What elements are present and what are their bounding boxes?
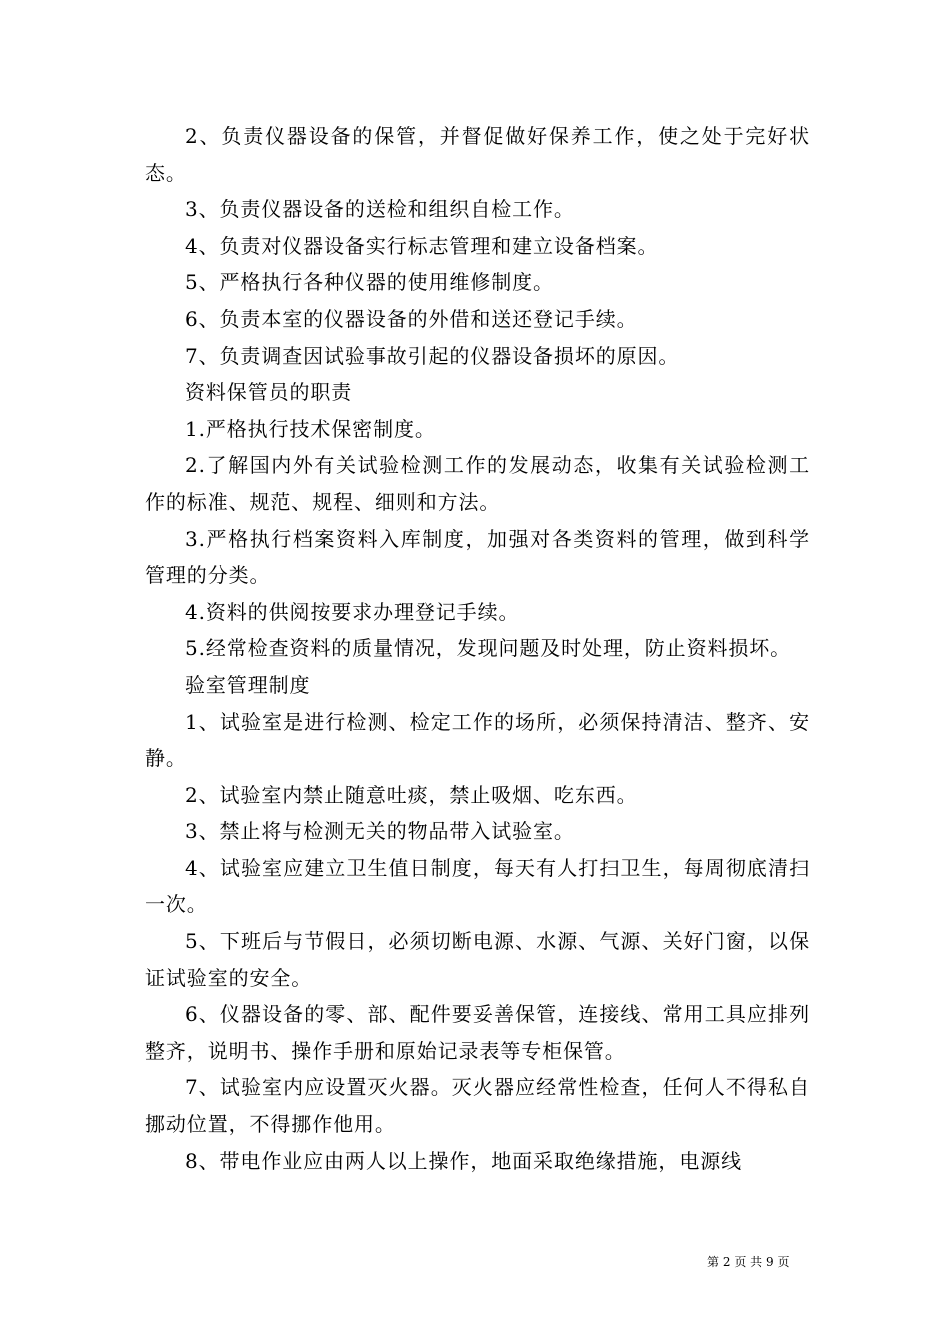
section-heading: 资料保管员的职责	[185, 380, 353, 405]
footer-suffix: 页	[777, 1255, 790, 1269]
total-page-count: 9	[765, 1255, 774, 1269]
footer-prefix: 第	[707, 1255, 720, 1269]
paragraph: 2、负责仪器设备的保管，并督促做好保养工作，使之处于完好状态。	[145, 124, 810, 185]
paragraph: 2、试验室内禁止随意吐痰，禁止吸烟、吃东西。	[185, 782, 638, 807]
paragraph: 5.经常检查资料的质量情况，发现问题及时处理，防止资料损坏。	[185, 636, 792, 661]
paragraph: 7、试验室内应设置灭火器。灭火器应经常性检查，任何人不得私自挪动位置，不得挪作他用。	[145, 1075, 810, 1137]
current-page-number: 2	[722, 1255, 731, 1269]
page-number-footer	[707, 1253, 789, 1270]
section-heading: 验室管理制度	[185, 672, 311, 697]
paragraph: 3、禁止将与检测无关的物品带入试验室。	[185, 819, 575, 844]
paragraph: 7、负责调查因试验事故引起的仪器设备损坏的原因。	[185, 343, 680, 368]
paragraph: 5、严格执行各种仪器的使用维修制度。	[185, 270, 554, 295]
paragraph: 3、负责仪器设备的送检和组织自检工作。	[185, 197, 575, 222]
paragraph: 1.严格执行技术保密制度。	[185, 416, 436, 441]
paragraph: 4、负责对仪器设备实行标志管理和建立设备档案。	[185, 233, 659, 258]
paragraph: 2.了解国内外有关试验检测工作的发展动态，收集有关试验检测工作的标准、规范、规程、细则和方法。	[145, 453, 810, 514]
paragraph: 1、试验室是进行检测、检定工作的场所，必须保持清洁、整齐、安静。	[145, 709, 810, 771]
paragraph: 4.资料的供阅按要求办理登记手续。	[185, 599, 520, 624]
paragraph: 5、下班后与节假日，必须切断电源、水源、气源、关好门窗，以保证试验室的安全。	[145, 929, 810, 990]
paragraph: 8、带电作业应由两人以上操作，地面采取绝缘措施，电源线	[185, 1148, 743, 1173]
paragraph: 6、仪器设备的零、部、配件要妥善保管，连接线、常用工具应排列整齐，说明书、操作手册和原始记录表等专柜保管。	[145, 1002, 810, 1063]
paragraph: 3.严格执行档案资料入库制度，加强对各类资料的管理，做到科学管理的分类。	[145, 526, 810, 588]
paragraph: 4、试验室应建立卫生值日制度，每天有人打扫卫生，每周彻底清扫一次。	[145, 855, 810, 917]
document-body	[145, 118, 810, 1179]
paragraph: 6、负责本室的仪器设备的外借和送还登记手续。	[185, 306, 638, 331]
footer-middle: 页 共	[734, 1255, 763, 1269]
